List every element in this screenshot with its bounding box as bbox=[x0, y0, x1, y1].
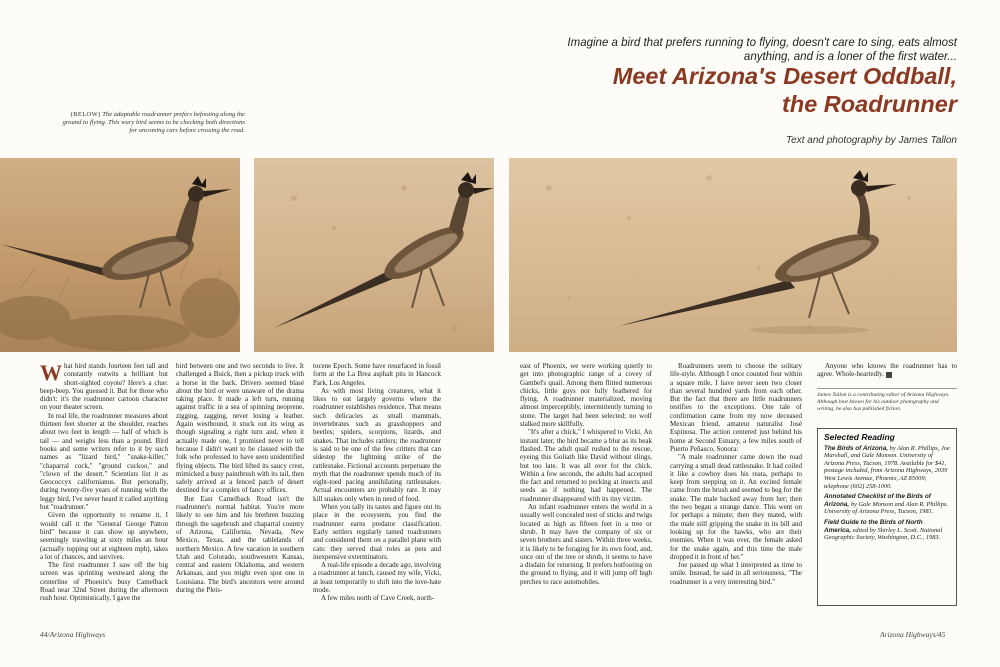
reading-entry bbox=[824, 493, 950, 516]
reading-entry-title: The Birds of Arizona, bbox=[824, 444, 889, 452]
body-column-6 bbox=[817, 362, 957, 379]
paragraph-1 bbox=[40, 362, 168, 412]
reading-entry bbox=[824, 445, 950, 491]
paragraph: A real-life episode a decade ago, involving a roadrunner at lunch, caused my wife, Vicki, at least temporarily to shift into the love-hate mode. bbox=[313, 561, 441, 595]
paragraph: tocene Epoch. Some have resurfaced in fossil form at the La Brea asphalt pits in Hancock Park, Los Angeles. bbox=[313, 362, 441, 387]
page-folio-left: 44/Arizona Highways bbox=[40, 630, 106, 639]
closing-paragraph bbox=[817, 362, 957, 379]
closing-text: Anyone who knows the roadrunner has to agree. Whole-heartedly. bbox=[817, 362, 957, 379]
paragraph: Roadrunners seem to choose the solitary life-style. Although I once counted four within a square mile, I have never seen two closer than several hundred yards from each other. But the fact that there are little roadrunners testifies to the exceptions. One tale of confirmation came from my now deceased Mexican friend, amateur naturalist José Espinosa. The action centered just behind his home at Second Estuary, a few miles south of Puerto Peñasco, Sonora: bbox=[670, 362, 802, 453]
caption-text: The adaptable roadrunner prefers befooting along the ground to flying. This wary bird seems to be checking both directions for oncoming cars before crossing the road. bbox=[62, 111, 245, 135]
caption-lead: (BELOW) bbox=[70, 111, 101, 118]
roadrunner-photo-2 bbox=[254, 158, 494, 352]
paragraph: Given the opportunity to rename it, I would call it the "General George Patton bird" because it can show up anywhere, seemingly traveling at sixty miles an hour (actually topping out at eighteen mph), takes a lot of chances, and survives. bbox=[40, 511, 168, 561]
selected-reading-heading: Selected Reading bbox=[824, 432, 895, 442]
reading-entry-title: Field Guide to the Birds of North America, bbox=[824, 518, 923, 534]
paragraph: east of Phoenix, we were working quietly to get into photographic range of a covey of Gambel's quail. Among them flitted numerous chicks, little guys not fully feathered for flying. A roadrunner materialized, moving almost imperceptibly, intermittently turning to stone. The target had been selected; no wolf stalked more skillfully. bbox=[520, 362, 652, 429]
contributor-note: James Tallon is a contributing editor of Arizona Highways. Although best known for his outdoor photography and writing, he also has published fiction. bbox=[817, 388, 957, 413]
paragraph: Joe passed up what I interpreted as time to smile. Instead, he said in all seriousness, "The roadrunner is a very interesting bird." bbox=[670, 561, 802, 586]
body-column-3 bbox=[313, 362, 441, 603]
body-column-5 bbox=[670, 362, 802, 586]
paragraph-1-text: hat bird stands fourteen feet tall and constantly outwits a brilliant but short-sighted coyote? Here's a clue: beep-beep. You guessed it. But for those who didn't: it's the roadrunner cartoon character on your theater screen. bbox=[40, 362, 168, 412]
reading-entry-title: Annotated Checklist of the Birds of Arizona, bbox=[824, 493, 931, 508]
roadrunner-photo-3 bbox=[509, 158, 957, 352]
drop-cap: W bbox=[40, 360, 62, 385]
photo-caption bbox=[60, 111, 245, 136]
paragraph: The first roadrunner I saw off the big screen was sprinting westward along the centerline of Phoenix's busy Camelback Road near 32nd Street during the afternoon rush hour. Optimistically, I gave the bbox=[40, 561, 168, 603]
page-folio-right: Arizona Highways/45 bbox=[880, 630, 946, 639]
reading-entry-details: edited by Shirley L. Scott. National Geographic Society, Washington, D.C., 1983. bbox=[824, 526, 943, 542]
paragraph: An infant roadrunner enters the world in a usually well concealed nest of sticks and twigs located as high as fifteen feet in a tree or shrub. It may have the company of six or seven brothers and sisters. Within three weeks, it is likely to be foraging for its own food, and, once out of the tree or shrub, it seems to have a disdain for returning. It prefers hotfooting on the ground to flying, and it will jump off high perches to race automobiles. bbox=[520, 503, 652, 586]
reading-entry-details: by Alan R. Phillips, Joe Marshall, and Gale Monson. University of Arizona Press, Tucson, 1978. Available for $41, postage included, from Arizona Highways, 2039 West Lewis Avenue, Phoenix, AZ 85009; telephone (602) 258-1000. bbox=[824, 444, 950, 490]
article-tagline: Imagine a bird that prefers running to flying, doesn't care to sing, eats almost anything, and is a loner of the first water... bbox=[567, 37, 957, 63]
reading-entry bbox=[824, 519, 950, 542]
roadrunner-photo-1 bbox=[0, 158, 240, 352]
paragraph: As with most living creatures, what it likes to eat largely governs where the roadrunner establishes residence. That means such delicacies as small mammals, invertebrates such as grasshoppers and beetles; spiders, scorpions, lizards, and snakes. That includes rattlers; the roadrunner is said to be one of the few critters that can sidestep the lightning strike of the rattlesnake. Fictional accounts perpetuate the myth that the roadrunner spends much of its eight-toed pacing annihilating rattlesnakes. Actual encounters are probably rare. It may kill snakes only when in need of food. bbox=[313, 386, 441, 503]
paragraph: A few miles north of Cave Creek, north- bbox=[321, 594, 435, 603]
paragraph: "It's after a chick," I whispered to Vicki. An instant later, the bird became a blur as its beak flashed. The adult quail rushed to the rescue, eyeing this Goliath like David without slings, but too late. It was all over for the chick. Within a few seconds, the adults had accepted the fact and returned to pecking at insects and seeds as if nothing had happened. The roadrunner disappeared with its tiny victim. bbox=[520, 428, 652, 503]
byline: Text and photography by James Tallon bbox=[785, 135, 957, 146]
end-mark-icon bbox=[886, 372, 892, 378]
paragraph: When you tally its tastes and figure out its place in the ecosystem, you find the roadrunner earns predator classification. Early settlers regularly tamed roadrunners and considered them on a parallel plane with cats: they served dual roles as pets and inexpensive exterminators. bbox=[313, 503, 441, 561]
paragraph: In real life, the roadrunner measures about thirteen feet shorter at the shoulder, reaches about two feet in length — half of which is tail — and weighs less than a pound. Bird books and some writers refer to it by such names as "lizard bird," "snake-killer," "chaparral cock," "ground cuckoo," and "clown of the desert." Scientists list it as Geococcyx californianus. But personally, during twenty-five years of running with the leggy bird, I've never heard it called anything but "roadrunner." bbox=[40, 411, 168, 512]
article-title-line-1: Meet Arizona's Desert Oddball, bbox=[612, 63, 957, 89]
paragraph: bird between one and two seconds to live. It challenged a Buick, then a pickup truck with a horse in the back. Drivers seemed blasé about the bird or were unaware of the drama taking place. It made a left turn, running against traffic in a sea of spinning neoprene, zigging, zagging, never losing a feather. Again westbound, it stuck out its wing as though signaling a right turn and, when it actually made one, I promised never to tell because I didn't want to be classed with the folk who professed to have seen unidentified flying objects. The bird lifted its saucy crest, mimicked a busy paintbrush with its tail, then safely arrived at a fenced patch of desert destined for a complex of fancy offices. bbox=[176, 362, 304, 495]
reading-entry-details: by Gale Monson and Alan R. Phillips. University of Arizona Press, Tucson, 1981. bbox=[824, 500, 948, 516]
article-title-line-2: the Roadrunner bbox=[782, 91, 957, 117]
selected-reading-box bbox=[817, 428, 957, 606]
article-title bbox=[520, 62, 957, 118]
body-column-2 bbox=[176, 362, 304, 594]
paragraph: "A male roadrunner came down the road carrying a small dead rattlesnake. It had coiled it like a cowboy does his reata, perhaps to keep from stepping on it. An excited female came from the brush and seemed to beg for the snake. The male backed away from her; then the two began a strange dance. This went on for perhaps a minute; then they mated, with the male still gripping the snake in its bill and looking up for the hawks, who are their enemies. When it was over, the female asked for the snake again, and this time the male dropped it in front of her." bbox=[670, 453, 802, 561]
body-column-1 bbox=[40, 362, 168, 603]
paragraph: But East Camelback Road isn't the roadrunner's normal habitat. You're more likely to see him and his brethren buzzing through the sagebrush and chaparral country of Arizona, California, Nevada, New Mexico, Texas, and the tablelands of northern Mexico. A few vacation in southern Utah and Colorado, southwestern Kansas, central and eastern Oklahoma, and western Arkansas, and you might even spot one in Louisiana. The bird's ancestors were around during the Pleis- bbox=[176, 494, 304, 595]
body-column-4 bbox=[520, 362, 652, 586]
